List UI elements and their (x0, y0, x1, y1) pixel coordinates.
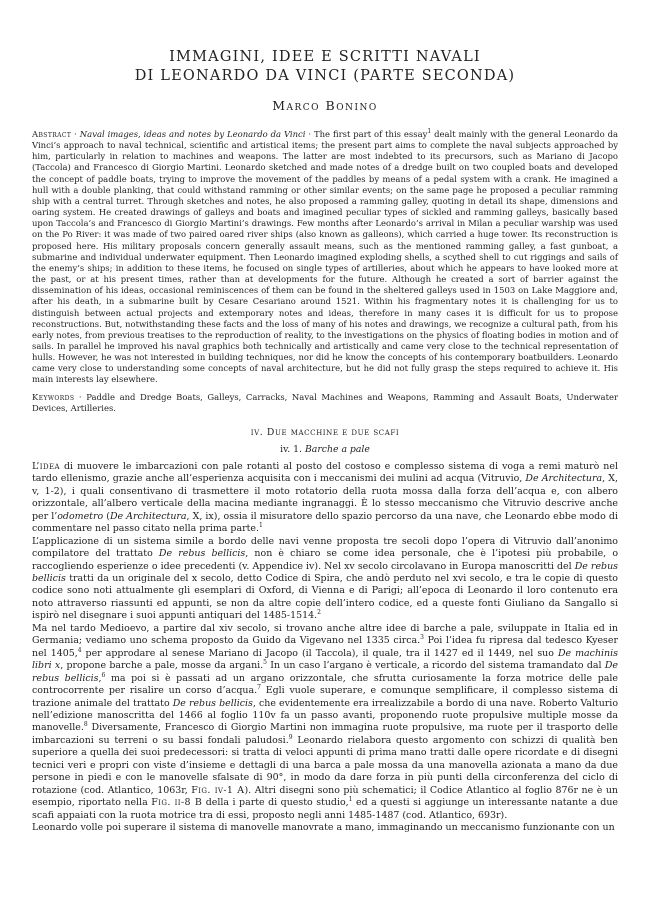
text-run: ma poi si è passati ad un argano orizzontale, che sfrutta curiosamente la forza motrice delle pale controcorrente per risalire un corso d’acqua. (32, 672, 618, 697)
footnote-ref: 9 (288, 733, 293, 741)
footnote-ref: 1 (348, 796, 353, 803)
drop-word: L’idea (32, 460, 60, 472)
text-run: Leonardo rielabora questo argomento con schizzi di qualità ben superiore a quella dei suoi predecessori: si tratta di veloci appunti di prima mano tratti dalle opere ricordate e di disegni tecnici veri e propri con viste d’insieme e dettagli di una barca a pale mossa da una manovella azionata a mano da due persone in piedi e con le manovelle sfalsate di 90°, in modo da dare forza in più punti della circonferenza del ciclo di rotazione (cod. Atlantico, 1063r, (32, 734, 618, 796)
abstract-sep: · (305, 129, 314, 139)
text-run: , non è chiaro se come idea personale, che è l’ipotesi più probabile, o raccogliendo esperienze o idee precedenti (v. Appendice iv). Nel xv secolo circolavano in Europa manoscritti del (32, 548, 619, 572)
text-run: Leonardo volle poi superare il sistema di manovelle manovrate a mano, immaginando un meccanismo funzionante con un (32, 822, 615, 834)
figure-ref: Fig. ii-8 B (151, 797, 203, 809)
title-line-1: IMMAGINI, IDEE E SCRITTI NAVALI (169, 49, 481, 65)
italic-run: De Architectura (109, 510, 187, 522)
keywords-text: Paddle and Dredge Boats, Galleys, Carracks, Naval Machines and Weapons, Ramming and Assault Boats, Underwater Devices, Artilleries. (32, 391, 619, 413)
section-heading: iv. Due macchine e due scafi (250, 426, 400, 438)
text-run: , X, ix), ossia il misuratore dello spazio percorso da una nave, che Leonardo ebbe modo di commentare nel passo citato nella prima parte. (32, 510, 618, 535)
footnote-ref: 6 (101, 671, 106, 679)
text-run: ). Altri disegni sono più schematici; il Codice Atlantico al foglio 876r ne è un esempio, riportato nella (32, 784, 619, 809)
subsection-heading (32, 444, 618, 455)
paragraph (32, 536, 618, 623)
paragraph (32, 461, 618, 536)
footnote-ref: 2 (317, 609, 321, 617)
footnote-ref: 1 (427, 128, 432, 136)
paragraph (32, 623, 618, 822)
abstract-text: The first part of this essay (313, 129, 428, 139)
title-line-2: DI LEONARDO DA VINCI (PARTE SECONDA) (134, 68, 516, 84)
text-run: della i parte di questo studio, (202, 797, 349, 809)
footnote-ref: 7 (257, 683, 261, 691)
keywords-sep: · (74, 391, 87, 402)
text-run: , propone barche a pale, mosse da argani. (60, 660, 264, 672)
italic-run: De rebus bellicis (158, 548, 246, 560)
footnote-ref: 8 (83, 721, 88, 729)
abstract (32, 129, 618, 386)
figure-ref: Fig. iv-1 A (191, 784, 245, 796)
text-run: Poi l’idea fu ripresa dal tedesco Kyeser nel 1405, (32, 635, 618, 659)
footnote-ref: 1 (259, 522, 263, 530)
subsection-title: Barche a pale (304, 443, 370, 455)
subsection-number: iv. 1. (280, 443, 302, 455)
footnote-ref: 3 (420, 634, 424, 642)
italic-run: De rebus bellicis (32, 560, 618, 584)
text-run: In un caso l’argano è verticale, a ricordo del sistema tramandato dal (267, 660, 605, 672)
abstract-english-title: Naval images, ideas and notes by Leonardo da Vinci (79, 129, 306, 139)
text-run: , che evidentemente era irrealizzabile a bordo di una nave. Roberto Valturio nell’edizione manoscritta del 1466 al foglio 110v fa un passo avanti, proponendo ruote propulsive multiple mosse da manovelle. (32, 697, 618, 734)
footnote-ref: 4 (77, 646, 82, 654)
italic-run: De rebus bellicis (32, 660, 618, 684)
text-run: Diversamente, Francesco di Giorgio Martini non immagina ruote propulsive, ma ruote per il trasporto delle imbarcazioni su terreni o su bassi fondali paludosi. (32, 722, 618, 746)
body-text (32, 461, 618, 835)
author-name: Marco Bonino (272, 98, 378, 113)
text-run: ( (103, 510, 110, 522)
italic-run: De Architectura (525, 473, 603, 485)
text-run: di muovere le imbarcazioni con pale rotanti al posto del costoso e complesso sistema di voga a remi maturò nel tardo ellenismo, grazie anche all’esperienza acquisita con i meccanismi dei mulini ad acqua (Vitruvio, (32, 460, 618, 485)
article-title (32, 48, 618, 86)
text-run: Egli vuole superare, e comunque semplificare, il complesso sistema di trazione animale del trattato (32, 685, 618, 709)
text-run: ed a questi si aggiunge un interessante natante a due scafi appaiati con la ruota motrice tra di essi, proposto negli anni 1485-1487 (cod. Atlantico, 693r). (32, 797, 618, 821)
abstract-label: Abstract (32, 129, 72, 139)
text-run: per approdare al senese Mariano di Jacopo (il Taccola), il quale, tra il 1427 ed il 1449, nel suo (81, 647, 558, 659)
text-run: , (98, 672, 102, 684)
text-run: , X, v, 1-2), i quali consentivano di trasmettere il moto rotatorio della ruota mossa dalla forza dell’acqua e, con albero orizzontale, all’albero verticale della macina mediante ingranaggi. È lo stesso meccanismo che Vitruvio descrive anche per l’ (32, 473, 618, 522)
text-run: Ma nel tardo Medioevo, a partire dal xiv secolo, si trovano anche altre idee di barche a pale, sviluppate in Italia ed in Germania; vediamo uno schema proposto da Guido da Vigevano nel 1335 circa. (32, 622, 618, 647)
paragraph (32, 822, 618, 834)
italic-run: De machinis libri x (32, 647, 618, 672)
italic-run: De rebus bellicis (172, 697, 253, 709)
text-run: L’applicazione di un sistema simile a bordo delle navi venne proposta tre secoli dopo l’opera di Vitruvio dall’anonimo compilatore del trattato (32, 535, 618, 560)
keywords-label: Keywords (32, 391, 75, 402)
keywords (32, 392, 618, 414)
abstract-sep: · (71, 129, 80, 139)
text-run: tratti da un originale del x secolo, detto Codice di Spira, che andò perduto nel xvi secolo, e tra le copie di questo codice sono noti attualmente gli esemplari di Oxford, di Vienna e di Parigi; all’epoca di Leonardo il loro contenuto era noto attraverso riassunti ed appunti, se non da altre copie dell’intero codice, ed a queste fonti Giuliano da Sangallo si ispirò nel disegnare i suoi appunti antiquari del 1485-1514. (32, 572, 618, 622)
footnote-ref: 5 (263, 659, 267, 667)
abstract-text: dealt mainly with the general Leonardo da Vinci’s approach to naval technical, scientific and artistical items; the present part aims to complete the naval subjects approached by him, particularly in relation to machines and weapons. The latter are most indebted to its precursors, such as Mariano di Jacopo (Taccola) and Francesco di Giorgio Martini. Leonardo sketched and made notes of a dredge built on two coupled boats and developed the concept of paddle boats, trying to improve the movement of the paddles by means of a pedal system with a crank. He imagined a hull with a double planking, that could withstand ramming or other similar events; on the same page he proposed a peculiar ramming ship with a central turret. Through sketches and notes, he also proposed a ramming galley, quoting in detail its shape, dimensions and oaring system. He created drawings of galleys and boats and imagined peculiar types of sickled and ramming galleys, basically based upon Taccola’s and Francesco di Giorgio Martini’s drawings. Few months after Leonardo’s arrival in Milan a peculiar warship was used on the Po River: it was made of two paired oared river ships (also known as galleons), which carried a huge tower. Its reconstruction is proposed here. His military proposals concern generally assault means, such as the mentioned ramming galley, a fast gunboat, a submarine and individual underwater equipment. Then Leonardo imagined exploding shells, a scythed shell to cut riggings and sails of the enemy’s ships; in addition to these items, he focused on single types of artilleries, about which he appears to have looked more at the past, or at his present times, rather than at developments for the future. Although he created a sort of barrier against the dissemination of his ideas, occasional reminiscences of them can be found in the sheltered galleys used in 1503 on Lake Maggiore and, after his death, in a submarine built by Cesare Cesariano around 1521. Within his fragmentary notes it is challenging for us to distinguish between actual projects and extemporary notes and ideas, therefore in many cases it is difficult for us to propose reconstructions. But, notwithstanding these facts and the loss of many of his notes and drawings, we recognize a cultural path, from his early notes, from previous treatises to the reproduction of reality, to the investigations on the physics of floating bodies in motion and of sails. In parallel he improved his naval graphics both technically and artistically and came very close to the technical representation of hulls. However, he was not interested in building techniques, nor did he know the concepts of his contemporary boatbuilders. Leonardo came very close to understanding some concepts of naval architecture, but he did not fully grasp the steps required to achieve it. His main interests lay elsewhere. (32, 129, 618, 385)
italic-run: odometro (57, 510, 104, 522)
